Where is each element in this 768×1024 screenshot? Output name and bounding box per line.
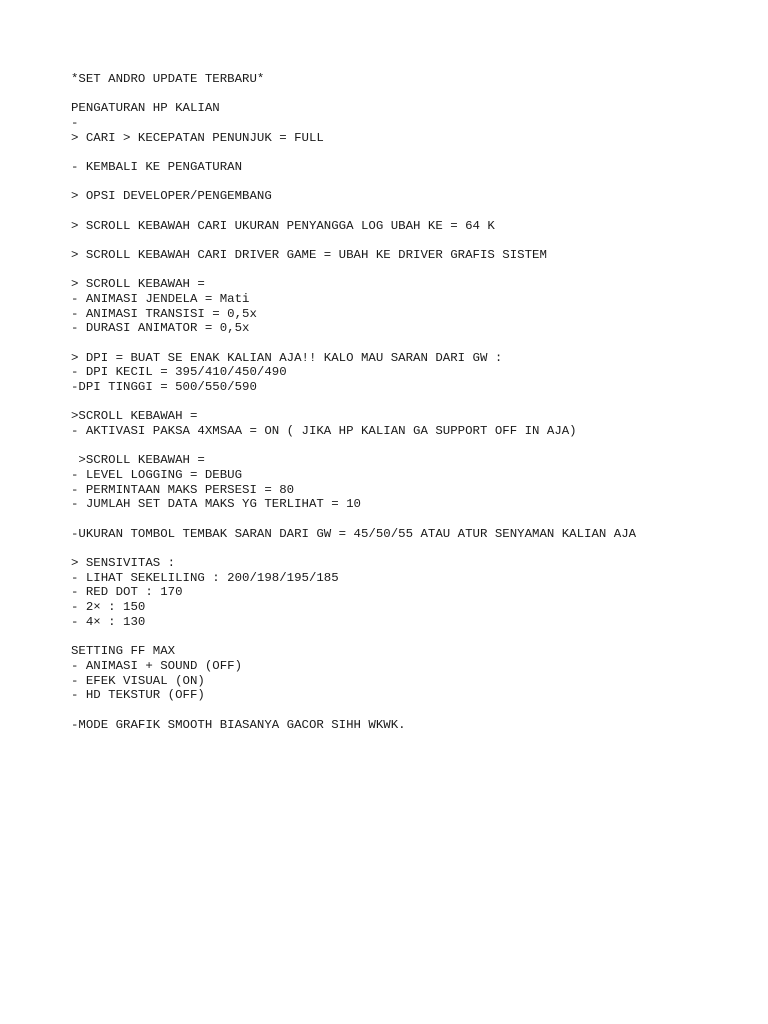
paragraph-log-buffer xyxy=(71,219,751,234)
text-line: - LEVEL LOGGING = DEBUG xyxy=(71,468,243,482)
text-line: -MODE GRAFIK SMOOTH BIASANYA GACOR SIHH WKWK. xyxy=(71,717,406,732)
paragraph-msaa xyxy=(71,409,751,438)
paragraph-dpi xyxy=(71,351,751,395)
text-line: SETTING FF MAX xyxy=(71,644,176,659)
text-line: -DPI TINGGI = 500/550/590 xyxy=(71,380,257,394)
text-line: - 2× : 150 xyxy=(71,600,146,615)
paragraph-animations xyxy=(71,277,751,336)
text-line: - LIHAT SEKELILING : 200/198/195/185 xyxy=(71,570,339,585)
text-line: > CARI > KECEPATAN PENUNJUK = FULL xyxy=(71,130,324,145)
paragraph-game-driver xyxy=(71,248,751,263)
text-line: - AKTIVASI PAKSA 4XMSAA = ON ( JIKA HP KALIAN GA SUPPORT OFF IN AJA) xyxy=(71,424,577,438)
text-line: - DPI KECIL = 395/410/450/490 xyxy=(71,365,287,380)
paragraph-developer-options xyxy=(71,189,751,204)
text-line: - ANIMASI TRANSISI = 0,5x xyxy=(71,306,257,321)
paragraph-title xyxy=(71,72,751,87)
text-line: - EFEK VISUAL (ON) xyxy=(71,673,205,688)
text-line: - JUMLAH SET DATA MAKS YG TERLIHAT = 10 xyxy=(71,497,361,512)
text-line: -UKURAN TOMBOL TEMBAK SARAN DARI GW = 45/50/55 ATAU ATUR SENYAMAN KALIAN AJA xyxy=(71,526,637,541)
text-line: > SENSIVITAS : xyxy=(71,556,176,570)
paragraph-back-to-settings xyxy=(71,160,751,175)
title-line: *SET ANDRO UPDATE TERBARU* xyxy=(71,72,265,86)
text-line: >SCROLL KEBAWAH = xyxy=(71,409,198,424)
text-line: - xyxy=(71,116,79,130)
document-body xyxy=(71,72,751,747)
paragraph-sensitivity xyxy=(71,556,751,630)
text-line: - ANIMASI JENDELA = Mati xyxy=(71,291,250,306)
text-line: - HD TEKSTUR (OFF) xyxy=(71,688,205,703)
text-line: - DURASI ANIMATOR = 0,5x xyxy=(71,321,250,336)
paragraph-ff-max-settings xyxy=(71,644,751,703)
text-line: - PERMINTAAN MAKS PERSESI = 80 xyxy=(71,482,295,497)
paragraph-fire-button-size xyxy=(71,527,751,542)
text-line: PENGATURAN HP KALIAN xyxy=(71,101,220,116)
paragraph-logging xyxy=(71,453,751,512)
text-line: > SCROLL KEBAWAH = xyxy=(71,277,205,292)
paragraph-phone-settings xyxy=(71,101,751,145)
text-line: >SCROLL KEBAWAH = xyxy=(71,453,205,468)
paragraph-graphics-mode xyxy=(71,718,751,733)
text-line: > SCROLL KEBAWAH CARI DRIVER GAME = UBAH KE DRIVER GRAFIS SISTEM xyxy=(71,247,547,262)
text-line: - 4× : 130 xyxy=(71,614,146,629)
text-line: - ANIMASI + SOUND (OFF) xyxy=(71,658,243,673)
text-line: > SCROLL KEBAWAH CARI UKURAN PENYANGGA LOG UBAH KE = 64 K xyxy=(71,218,495,233)
text-line: > OPSI DEVELOPER/PENGEMBANG xyxy=(71,189,272,204)
text-line: - KEMBALI KE PENGATURAN xyxy=(71,160,243,174)
text-line: - RED DOT : 170 xyxy=(71,585,183,600)
text-line: > DPI = BUAT SE ENAK KALIAN AJA!! KALO MAU SARAN DARI GW : xyxy=(71,350,503,365)
